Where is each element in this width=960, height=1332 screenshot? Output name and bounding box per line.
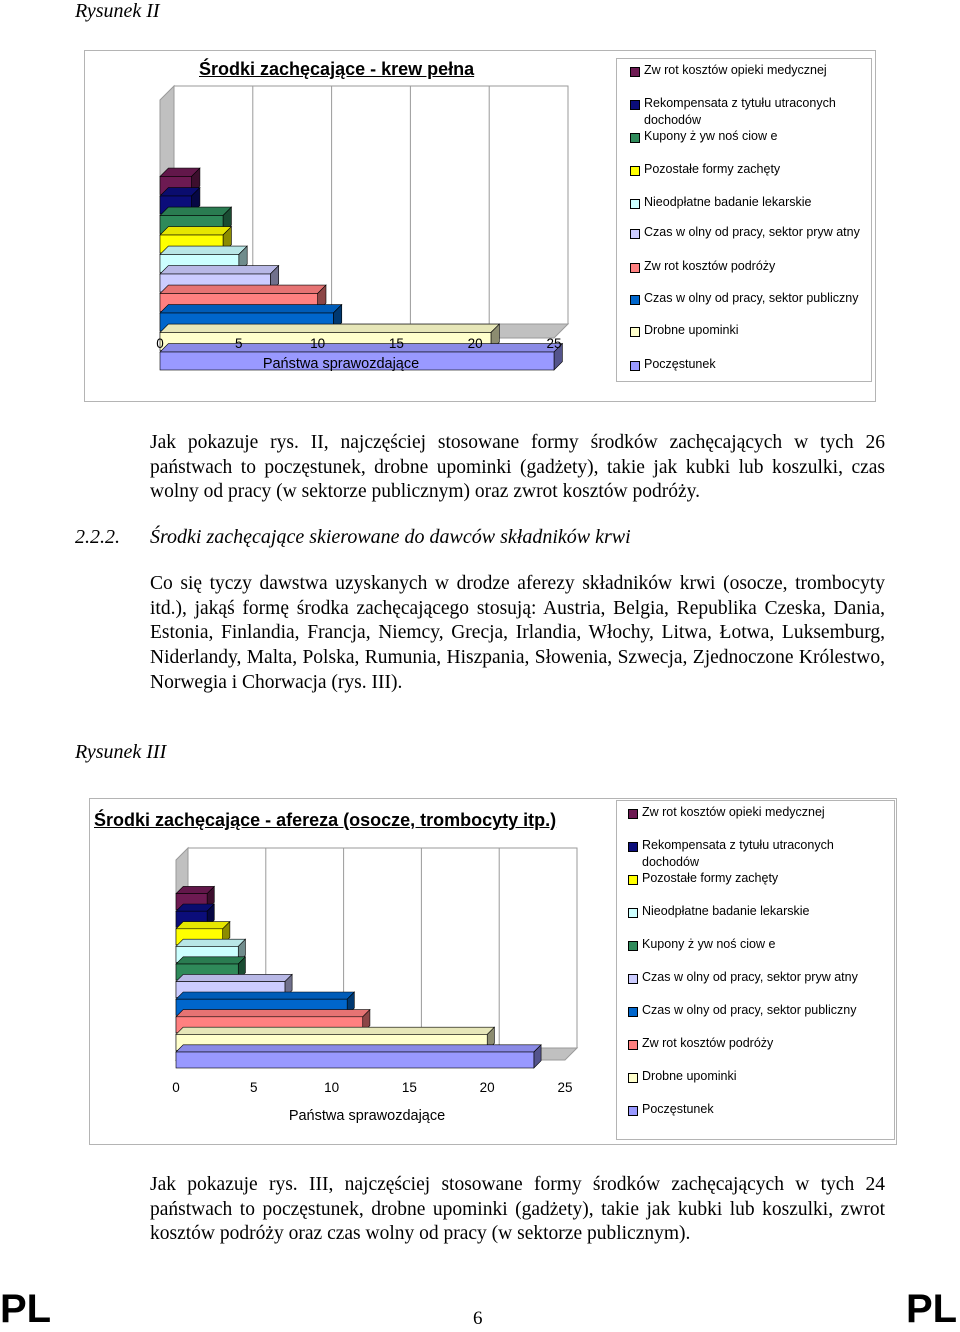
page-number: 6 bbox=[473, 1308, 483, 1329]
legend-label: Kupony ż yw noś ciow e bbox=[644, 129, 778, 143]
legend-swatch bbox=[630, 199, 640, 209]
legend-swatch bbox=[628, 908, 638, 918]
figure-3-caption: Rysunek III bbox=[75, 741, 167, 763]
chart-2-title: Środki zachęcające - krew pełna bbox=[199, 59, 475, 79]
legend-swatch bbox=[630, 67, 640, 77]
section-number: 2.2.2. bbox=[75, 526, 120, 548]
chart-3-x-axis-label: Państwa sprawozdające bbox=[288, 1108, 446, 1124]
legend-label: Czas w olny od pracy, sektor publiczny bbox=[642, 1003, 857, 1017]
x-tick-label: 5 bbox=[235, 336, 243, 351]
legend-item bbox=[644, 95, 862, 129]
legend-item bbox=[644, 290, 862, 307]
legend-item bbox=[642, 837, 860, 871]
legend-label: Pozostałe formy zachęty bbox=[642, 871, 779, 885]
legend-item bbox=[642, 1002, 860, 1019]
bar-top bbox=[160, 266, 279, 274]
legend-label: Nieodpłatne badanie lekarskie bbox=[644, 195, 812, 209]
bar-top bbox=[176, 1027, 494, 1034]
legend-item bbox=[642, 804, 860, 821]
legend-swatch bbox=[628, 809, 638, 819]
bar-top bbox=[160, 207, 231, 215]
legend-label: Zw rot kosztów podróży bbox=[642, 1036, 774, 1050]
legend-item bbox=[642, 870, 860, 887]
legend-item bbox=[644, 356, 862, 373]
legend-item bbox=[642, 903, 860, 920]
bar-top bbox=[176, 1045, 541, 1052]
paragraph-2: Co się tyczy dawstwa uzyskanych w drodze aferezy składników krwi (osocze, trombocyty itd.), jakąś formę środka zachęcającego stosują: Austria, Belgia, Republika Czeska, Dania, Estonia, Finlandia, Francja, Niemcy, Grecja, Irlandia, Włochy, Litwa, Łotwa, Luksemburg, Niderlandy, Malta, Polska, Rumunia, Hiszpania, Słowenia, Szwecja, Zjednoczone Królestwo, Norwegia i Chorwacja (rys. III). bbox=[150, 573, 885, 693]
bar-top bbox=[176, 957, 245, 964]
legend-swatch bbox=[628, 842, 638, 852]
legend-swatch bbox=[630, 361, 640, 371]
x-tick-label: 25 bbox=[546, 336, 562, 351]
bar-top bbox=[176, 922, 230, 929]
legend-swatch bbox=[628, 1040, 638, 1050]
legend-swatch bbox=[628, 875, 638, 885]
x-tick-label: 10 bbox=[310, 336, 326, 351]
legend-swatch bbox=[630, 229, 640, 239]
legend-label: Poczęstunek bbox=[642, 1102, 714, 1116]
legend-item bbox=[642, 1101, 860, 1118]
bar-top bbox=[160, 305, 342, 313]
legend-swatch bbox=[628, 1007, 638, 1017]
legend-item bbox=[642, 969, 860, 986]
legend-label: Pozostałe formy zachęty bbox=[644, 162, 781, 176]
legend-swatch bbox=[630, 133, 640, 143]
x-tick-label: 0 bbox=[172, 1080, 180, 1095]
legend-swatch bbox=[630, 166, 640, 176]
legend-swatch bbox=[630, 100, 640, 110]
bar-top bbox=[176, 1010, 370, 1017]
legend-label: Czas w olny od pracy, sektor publiczny bbox=[644, 291, 859, 305]
legend-item bbox=[642, 936, 860, 953]
chart-3-title: Środki zachęcające - afereza (osocze, trombocyty itp.) bbox=[94, 810, 557, 830]
bar-top bbox=[160, 227, 231, 235]
legend-item bbox=[644, 62, 862, 79]
x-tick-label: 15 bbox=[388, 336, 404, 351]
legend-label: Czas w olny od pracy, sektor pryw atny bbox=[642, 970, 858, 984]
x-tick-label: 20 bbox=[479, 1080, 495, 1095]
figure-2-caption: Rysunek II bbox=[75, 0, 160, 22]
x-tick-label: 0 bbox=[156, 336, 164, 351]
legend-item bbox=[644, 128, 862, 145]
legend-item bbox=[642, 1035, 860, 1052]
x-tick-label: 25 bbox=[557, 1080, 573, 1095]
legend-label: Nieodpłatne badanie lekarskie bbox=[642, 904, 810, 918]
paragraph-3: Jak pokazuje rys. III, najczęściej stosowane formy środków zachęcających w tych 24 państwach to poczęstunek, drobne upominki (gadżety), takie jak kubki lub koszulki, zwrot kosztów podróży oraz czas wolny od pracy (w sektorze publicznym). bbox=[150, 1174, 885, 1245]
legend-label: Zw rot kosztów opieki medycznej bbox=[642, 805, 825, 819]
legend-swatch bbox=[628, 974, 638, 984]
x-tick-label: 15 bbox=[401, 1080, 417, 1095]
bar-top bbox=[176, 974, 292, 981]
bar-top bbox=[160, 344, 562, 352]
legend-label: Poczęstunek bbox=[644, 357, 716, 371]
legend-swatch bbox=[630, 295, 640, 305]
footer-right-label: PL bbox=[906, 1287, 958, 1331]
bar bbox=[176, 1045, 541, 1068]
legend-swatch bbox=[630, 263, 640, 273]
bar-top bbox=[160, 285, 326, 293]
legend-label: Zw rot kosztów opieki medycznej bbox=[644, 63, 827, 77]
paragraph-1: Jak pokazuje rys. II, najczęściej stosowane formy środków zachęcających w tych 26 państwach to poczęstunek, drobne upominki (gadżety), takie jak kubki lub koszulki, czas wolny od pracy (w sektorze publicznym) oraz zwrot kosztów podróży. bbox=[150, 432, 885, 503]
legend-label: Czas w olny od pracy, sektor pryw atny bbox=[644, 225, 860, 239]
legend-label: Drobne upominki bbox=[642, 1069, 737, 1083]
legend-label: Zw rot kosztów podróży bbox=[644, 259, 776, 273]
bar-top bbox=[176, 939, 245, 946]
chart-3-plot bbox=[89, 798, 614, 1143]
legend-label: Rekompensata z tytułu utraconych dochodów bbox=[642, 838, 834, 869]
x-tick-label: 10 bbox=[324, 1080, 340, 1095]
bar-front bbox=[176, 1052, 534, 1068]
legend-swatch bbox=[628, 1073, 638, 1083]
bar-top bbox=[160, 324, 499, 332]
x-tick-label: 5 bbox=[250, 1080, 258, 1095]
legend-item bbox=[644, 161, 862, 178]
legend-swatch bbox=[628, 1106, 638, 1116]
legend-item bbox=[644, 322, 862, 339]
legend-swatch bbox=[628, 941, 638, 951]
legend-item bbox=[642, 1068, 860, 1085]
legend-item bbox=[644, 194, 862, 211]
footer-left-label: PL bbox=[0, 1287, 52, 1331]
chart-2-x-axis-label: Państwa sprawozdające bbox=[262, 356, 420, 372]
legend-label: Rekompensata z tytułu utraconych dochodów bbox=[644, 96, 836, 127]
legend-item bbox=[644, 224, 862, 241]
legend-item bbox=[644, 258, 862, 275]
legend-label: Kupony ż yw noś ciow e bbox=[642, 937, 776, 951]
bar-top bbox=[176, 992, 354, 999]
section-title: Środki zachęcające skierowane do dawców składników krwi bbox=[150, 526, 631, 548]
legend-label: Drobne upominki bbox=[644, 323, 739, 337]
bar-top bbox=[160, 246, 247, 254]
legend-swatch bbox=[630, 327, 640, 337]
x-tick-label: 20 bbox=[467, 336, 483, 351]
